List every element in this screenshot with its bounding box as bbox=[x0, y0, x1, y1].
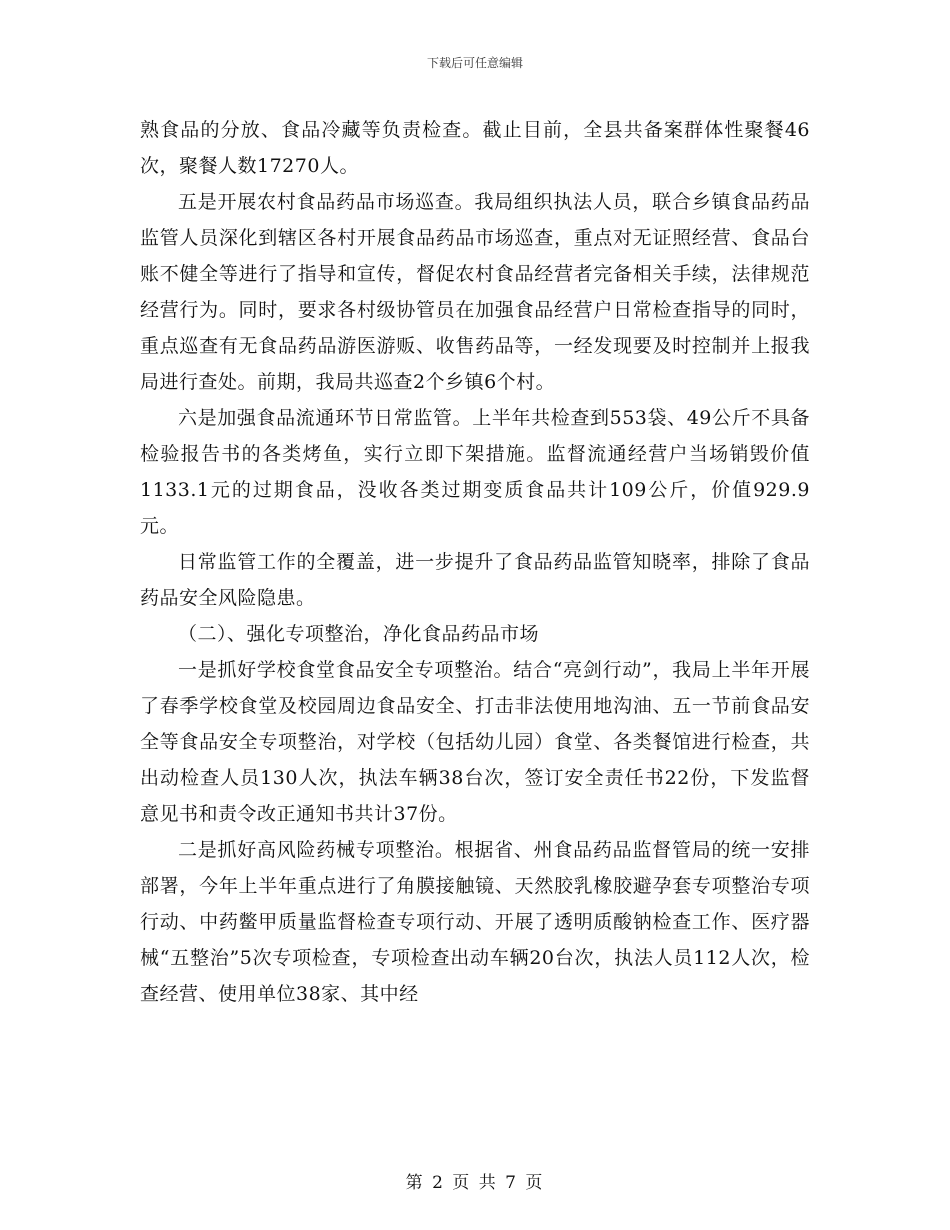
section-heading: （二）、强化专项整治，净化食品药品市场 bbox=[178, 623, 540, 645]
paragraph-rural-inspection: 五是开展农村食品药品市场巡查。我局组织执法人员，联合乡镇食品药品监管人员深化到辖区各村开展食品药品市场巡查，重点对无证照经营、食品台账不健全等进行了指导和宣传，督促农村食品经营者完备相关手续，法律规范经营行为。同时，要求各村级协管员在加强食品经营户日常检查指导的同时，重点巡查有无食品药品游医游贩、收售药品等，一经发现要及时控制并上报我局进行查处。前期，我局共巡查2个乡镇6个村。 bbox=[140, 191, 810, 393]
paragraph-high-risk-devices: 二是抓好高风险药械专项整治。根据省、州食品药品监督管局的统一安排部署，今年上半年重点进行了角膜接触镜、天然胶乳橡胶避孕套专项整治专项行动、中药鳖甲质量监督检查专项行动、开展了透明质酸钠检查工作、医疗器械“五整治”5次专项检查，专项检查出动车辆20台次，执法人员112人次，检查经营、使用单位38家、其中经 bbox=[140, 839, 810, 1005]
paragraph-summary: 日常监管工作的全覆盖，进一步提升了食品药品监管知晓率，排除了食品药品安全风险隐患。 bbox=[140, 551, 810, 609]
body-content bbox=[140, 112, 810, 1012]
page-number: 第 2 页 共 7 页 bbox=[405, 1173, 545, 1193]
paragraph-circulation-supervision: 六是加强食品流通环节日常监管。上半年共检查到553袋、49公斤不具备检验报告书的各类烤鱼，实行立即下架措施。监督流通经营户当场销毁价值1133.1元的过期食品，没收各类过期变质食品共计109公斤，价值929.9元。 bbox=[140, 407, 810, 537]
paragraph-continuation: 熟食品的分放、食品冷藏等负责检查。截止目前，全县共备案群体性聚餐46次，聚餐人数17270人。 bbox=[140, 119, 810, 177]
paragraph-school-canteen: 一是抓好学校食堂食品安全专项整治。结合“亮剑行动”，我局上半年开展了春季学校食堂及校园周边食品安全、打击非法使用地沟油、五一节前食品安全等食品安全专项整治，对学校（包括幼儿园）食堂、各类餐馆进行检查，共出动检查人员130人次，执法车辆38台次，签订安全责任书22份，下发监督意见书和责令改正通知书共计37份。 bbox=[140, 659, 810, 825]
page-header-note: 下载后可任意编辑 bbox=[426, 56, 523, 70]
